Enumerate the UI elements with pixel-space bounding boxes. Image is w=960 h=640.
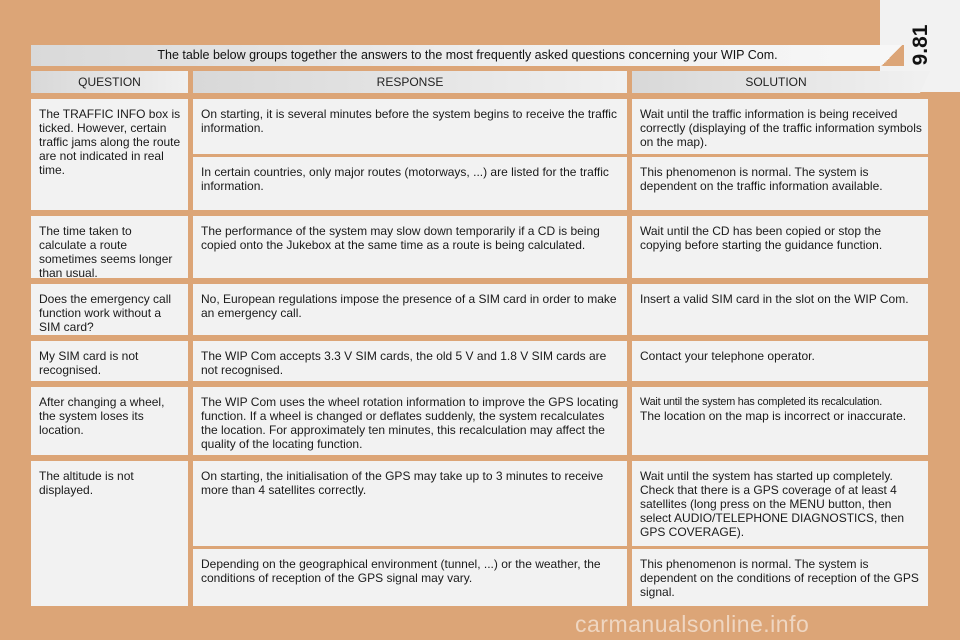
header-solution: SOLUTION [632, 71, 920, 93]
question-cell-wheel-change: After changing a wheel, the system loses its location. [31, 387, 188, 455]
intro-banner: The table below groups together the answers to the most frequently asked questions concerning your WIP Com. [31, 45, 904, 66]
response-cell-wheel-change: The WIP Com uses the wheel rotation information to improve the GPS locating function. If a wheel is changed or deflates suddenly, the system recalculates the location. For approximately ten minutes, this recalculation may affect the quality of the locating function. [193, 387, 627, 455]
header-question: QUESTION [31, 71, 188, 93]
solution-cell-altitude-1: Wait until the system has started up completely. Check that there is a GPS coverage of at least 4 satellites (long press on the MENU button, then select AUDIO/TELEPHONE DIAGNOSTICS, then GPS COVERAGE). [632, 461, 928, 546]
response-cell-altitude-2: Depending on the geographical environment (tunnel, ...) or the weather, the conditions of reception of the GPS signal may vary. [193, 549, 627, 606]
question-cell-traffic: The TRAFFIC INFO box is ticked. However, certain traffic jams along the route are not indicated in real time. [31, 99, 188, 210]
response-cell-traffic-1: On starting, it is several minutes before the system begins to receive the traffic information. [193, 99, 627, 154]
solution-cell-altitude-2: This phenomenon is normal. The system is dependent on the conditions of reception of the GPS signal. [632, 549, 928, 606]
solution-cell-traffic-2: This phenomenon is normal. The system is dependent on the traffic information available. [632, 157, 928, 210]
response-cell-altitude-1: On starting, the initialisation of the GPS may take up to 3 minutes to receive more than 4 satellites correctly. [193, 461, 627, 546]
solution-line-recalculation: Wait until the system has completed its recalculation. [640, 396, 883, 408]
solution-cell-wheel-change [632, 387, 928, 455]
question-cell-emergency-call: Does the emergency call function work without a SIM card? [31, 284, 188, 335]
question-cell-sim-card: My SIM card is not recognised. [31, 341, 188, 381]
response-cell-sim-card: The WIP Com accepts 3.3 V SIM cards, the old 5 V and 1.8 V SIM cards are not recognised. [193, 341, 627, 381]
question-cell-altitude: The altitude is not displayed. [31, 461, 188, 606]
solution-cell-sim-card: Contact your telephone operator. [632, 341, 928, 381]
response-cell-route-time: The performance of the system may slow down temporarily if a CD is being copied onto the Jukebox at the same time as a route is being calculated. [193, 216, 627, 278]
header-response: RESPONSE [193, 71, 627, 93]
page-number: 9.81 [909, 24, 932, 66]
watermark: carmanualsonline.info [575, 611, 810, 637]
response-cell-traffic-2: In certain countries, only major routes (motorways, ...) are listed for the traffic information. [193, 157, 627, 210]
solution-cell-traffic-1: Wait until the traffic information is being received correctly (displaying of the traffic information symbols on the map). [632, 99, 928, 154]
solution-line-location: The location on the map is incorrect or inaccurate. [640, 409, 907, 423]
response-cell-emergency-call: No, European regulations impose the presence of a SIM card in order to make an emergency call. [193, 284, 627, 335]
solution-cell-emergency-call: Insert a valid SIM card in the slot on the WIP Com. [632, 284, 928, 335]
intro-banner-corner [880, 45, 904, 66]
question-cell-route-time: The time taken to calculate a route sometimes seems longer than usual. [31, 216, 188, 278]
solution-cell-route-time: Wait until the CD has been copied or stop the copying before starting the guidance function. [632, 216, 928, 278]
